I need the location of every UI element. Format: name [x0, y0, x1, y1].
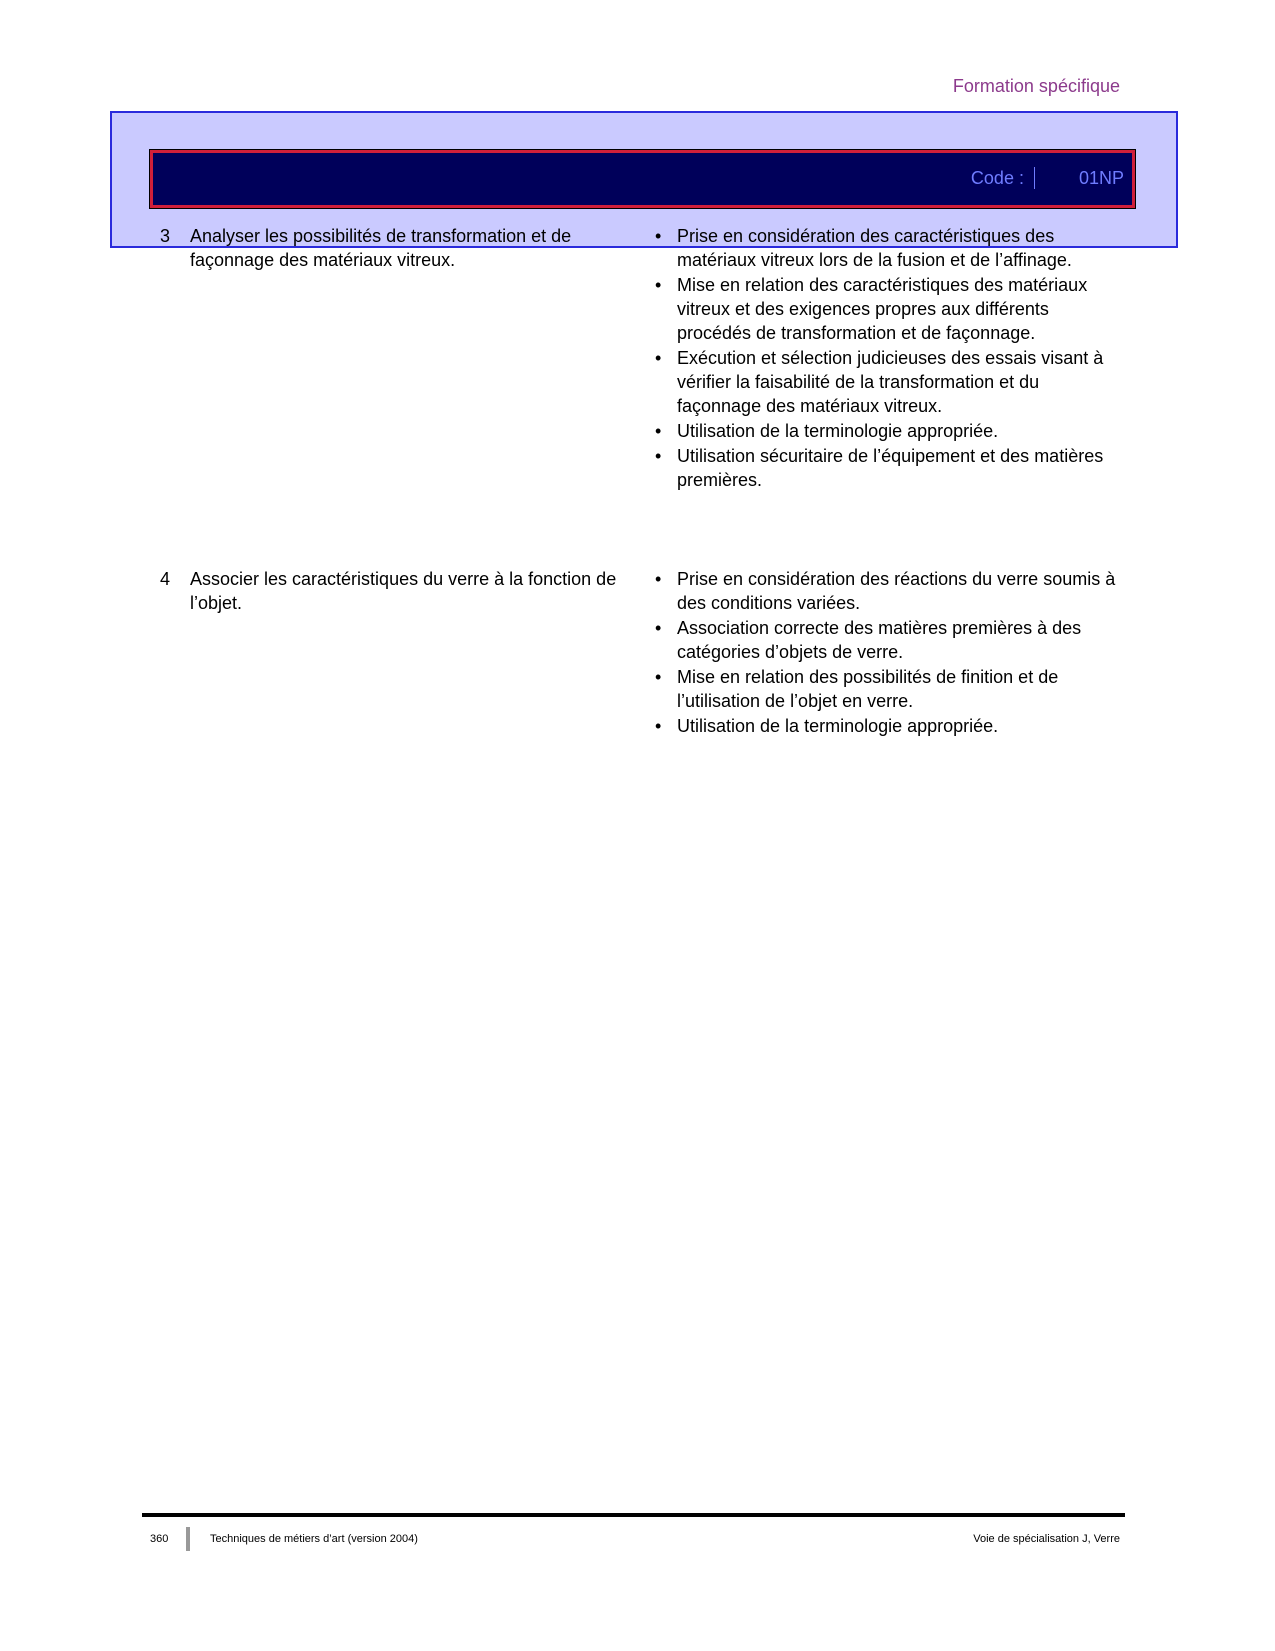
bullet-icon: •	[655, 667, 662, 687]
list-item	[655, 616, 1120, 664]
code-label: Code :	[970, 167, 1024, 188]
competency-row	[160, 224, 1120, 493]
bullet-icon: •	[655, 226, 662, 246]
bullet-icon: •	[655, 421, 662, 441]
running-head: Formation spécifique	[952, 76, 1120, 96]
criterion-text: Association correcte des matières premières à des catégories d’objets de verre.	[677, 618, 1082, 662]
competency-row	[160, 567, 1120, 739]
competency-element	[160, 224, 655, 493]
bullet-icon: •	[655, 618, 662, 638]
criterion-text: Prise en considération des réactions du verre soumis à des conditions variées.	[677, 569, 1116, 613]
bullet-icon: •	[655, 275, 662, 295]
criterion-text: Prise en considération des caractéristiques des matériaux vitreux lors de la fusion et de l’affinage.	[677, 226, 1072, 270]
list-item	[655, 714, 1120, 738]
bullet-icon: •	[655, 569, 662, 589]
competency-text: Associer les caractéristiques du verre à la fonction de l’objet.	[190, 569, 617, 613]
criteria-list	[655, 567, 1120, 739]
list-item	[655, 665, 1120, 713]
list-item	[655, 567, 1120, 615]
criterion-text: Utilisation sécuritaire de l’équipement et des matières premières.	[677, 446, 1104, 490]
footer-rule	[142, 1513, 1125, 1517]
bullet-icon: •	[655, 446, 662, 466]
document-title: Techniques de métiers d’art (version 2004)	[210, 1533, 418, 1545]
bullet-icon: •	[655, 716, 662, 736]
page-number: 360	[150, 1533, 169, 1545]
list-item	[655, 346, 1120, 418]
criterion-text: Utilisation de la terminologie appropriée.	[677, 421, 999, 441]
title-bar	[150, 150, 1135, 208]
list-item	[655, 224, 1120, 272]
list-item	[655, 419, 1120, 443]
footer	[150, 1527, 1120, 1551]
code-value: 01NP	[1078, 167, 1124, 188]
criterion-text: Mise en relation des possibilités de finition et de l’utilisation de l’objet en verre.	[677, 667, 1059, 711]
list-item	[655, 444, 1120, 492]
competency-element	[160, 567, 655, 739]
specialization-track: Voie de spécialisation J, Verre	[973, 1533, 1120, 1545]
competency-text: Analyser les possibilités de transformation et de façonnage des matériaux vitreux.	[190, 226, 572, 270]
criterion-text: Utilisation de la terminologie appropriée.	[677, 716, 999, 736]
footer-bar	[186, 1527, 190, 1551]
competency-number: 3	[160, 226, 171, 246]
code-separator	[1034, 167, 1035, 189]
code-block	[971, 167, 1124, 189]
criterion-text: Mise en relation des caractéristiques des matériaux vitreux et des exigences propres aux différents procédés de transformation et de façonnage.	[677, 275, 1088, 343]
criteria-list	[655, 224, 1120, 493]
bullet-icon: •	[655, 348, 662, 368]
competency-number: 4	[160, 569, 171, 589]
list-item	[655, 273, 1120, 345]
criterion-text: Exécution et sélection judicieuses des essais visant à vérifier la faisabilité de la transformation et du façonnage des matériaux vitreux.	[677, 348, 1104, 416]
